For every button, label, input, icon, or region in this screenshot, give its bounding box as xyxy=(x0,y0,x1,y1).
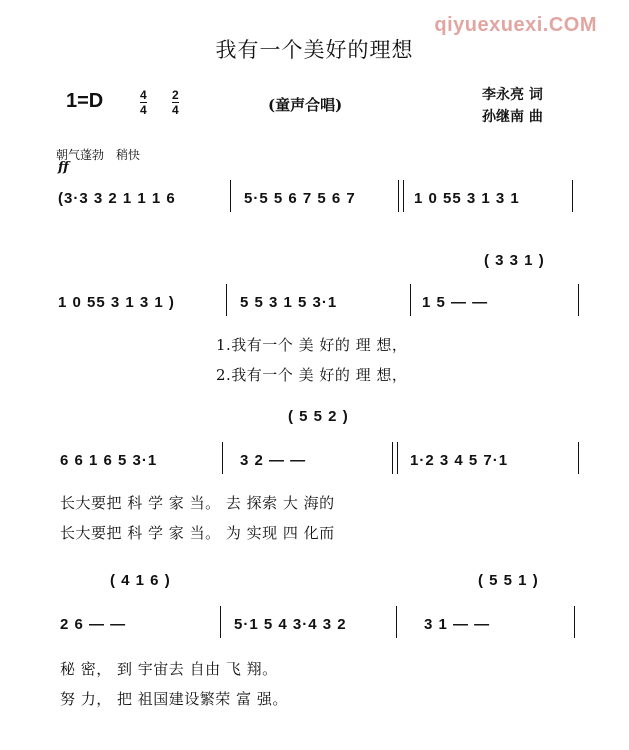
row3-measure1: 6 6 1 6 5 3·1 xyxy=(60,452,158,469)
row4-measure2: 5·1 5 4 3·4 3 2 xyxy=(234,616,347,633)
row2-lyrics-verse2: 2.我有一个 美 好的 理 想， xyxy=(216,366,408,384)
barline xyxy=(578,442,579,474)
row1-measure3: 1 0 55 3 1 3 1 xyxy=(414,190,520,207)
barline xyxy=(220,606,221,638)
watermark: qiyuexuexi.COM xyxy=(434,14,597,36)
row2-measure1: 1 0 55 3 1 3 1 ) xyxy=(58,294,175,311)
row1-measure1: (3·3 3 2 1 1 1 6 xyxy=(58,190,176,207)
row4-alt-notes-left: ( 4 1 6 ) xyxy=(110,572,171,589)
row3-measure3: 1·2 3 4 5 7·1 xyxy=(410,452,509,469)
row2-lyrics-verse1: 1.我有一个 美 好的 理 想， xyxy=(216,336,408,354)
barline xyxy=(222,442,223,474)
row2-alt-notes: ( 3 3 1 ) xyxy=(484,252,545,269)
row4-lyrics-verse2: 努 力， 把 祖国建设繁荣 富 强。 xyxy=(60,690,288,708)
row4-measure1: 2 6 — — xyxy=(60,616,127,633)
row3-lyrics-verse1: 长大要把 科 学 家 当。 去 探索 大 海的 xyxy=(60,494,335,512)
composer-credit: 孙继南 曲 xyxy=(482,109,543,125)
lyricist-credit: 李永亮 词 xyxy=(482,87,543,103)
barline xyxy=(572,180,573,212)
key-signature: 1=D xyxy=(66,90,104,112)
row4-lyrics-verse1: 秘 密， 到 宇宙去 自由 飞 翔。 xyxy=(60,660,278,678)
barline xyxy=(396,606,397,638)
tempo-marking: 朝气蓬勃 稍快 xyxy=(56,148,141,162)
row3-measure2: 3 2 — — xyxy=(240,452,307,469)
row1-measure2: 5·5 5 6 7 5 6 7 xyxy=(244,190,356,207)
barline xyxy=(574,606,575,638)
time-signature-1: 4 4 xyxy=(140,88,147,117)
barline xyxy=(398,180,399,212)
barline xyxy=(578,284,579,316)
dynamic-marking: ff xyxy=(58,160,69,175)
barline xyxy=(410,284,411,316)
barline xyxy=(392,442,393,474)
barline xyxy=(403,180,404,212)
row2-measure3: 1 5 — — xyxy=(422,294,489,311)
row3-alt-notes: ( 5 5 2 ) xyxy=(288,408,349,425)
barline xyxy=(226,284,227,316)
performance-style: (童声合唱) xyxy=(268,96,343,114)
song-title: 我有一个美好的理想 xyxy=(215,38,414,62)
row4-measure3: 3 1 — — xyxy=(424,616,491,633)
barline xyxy=(397,442,398,474)
row3-lyrics-verse2: 长大要把 科 学 家 当。 为 实现 四 化而 xyxy=(60,524,335,542)
row4-alt-notes-right: ( 5 5 1 ) xyxy=(478,572,539,589)
row2-measure2: 5 5 3 1 5 3·1 xyxy=(240,294,338,311)
time-signature-2: 2 4 xyxy=(172,88,179,117)
barline xyxy=(230,180,231,212)
